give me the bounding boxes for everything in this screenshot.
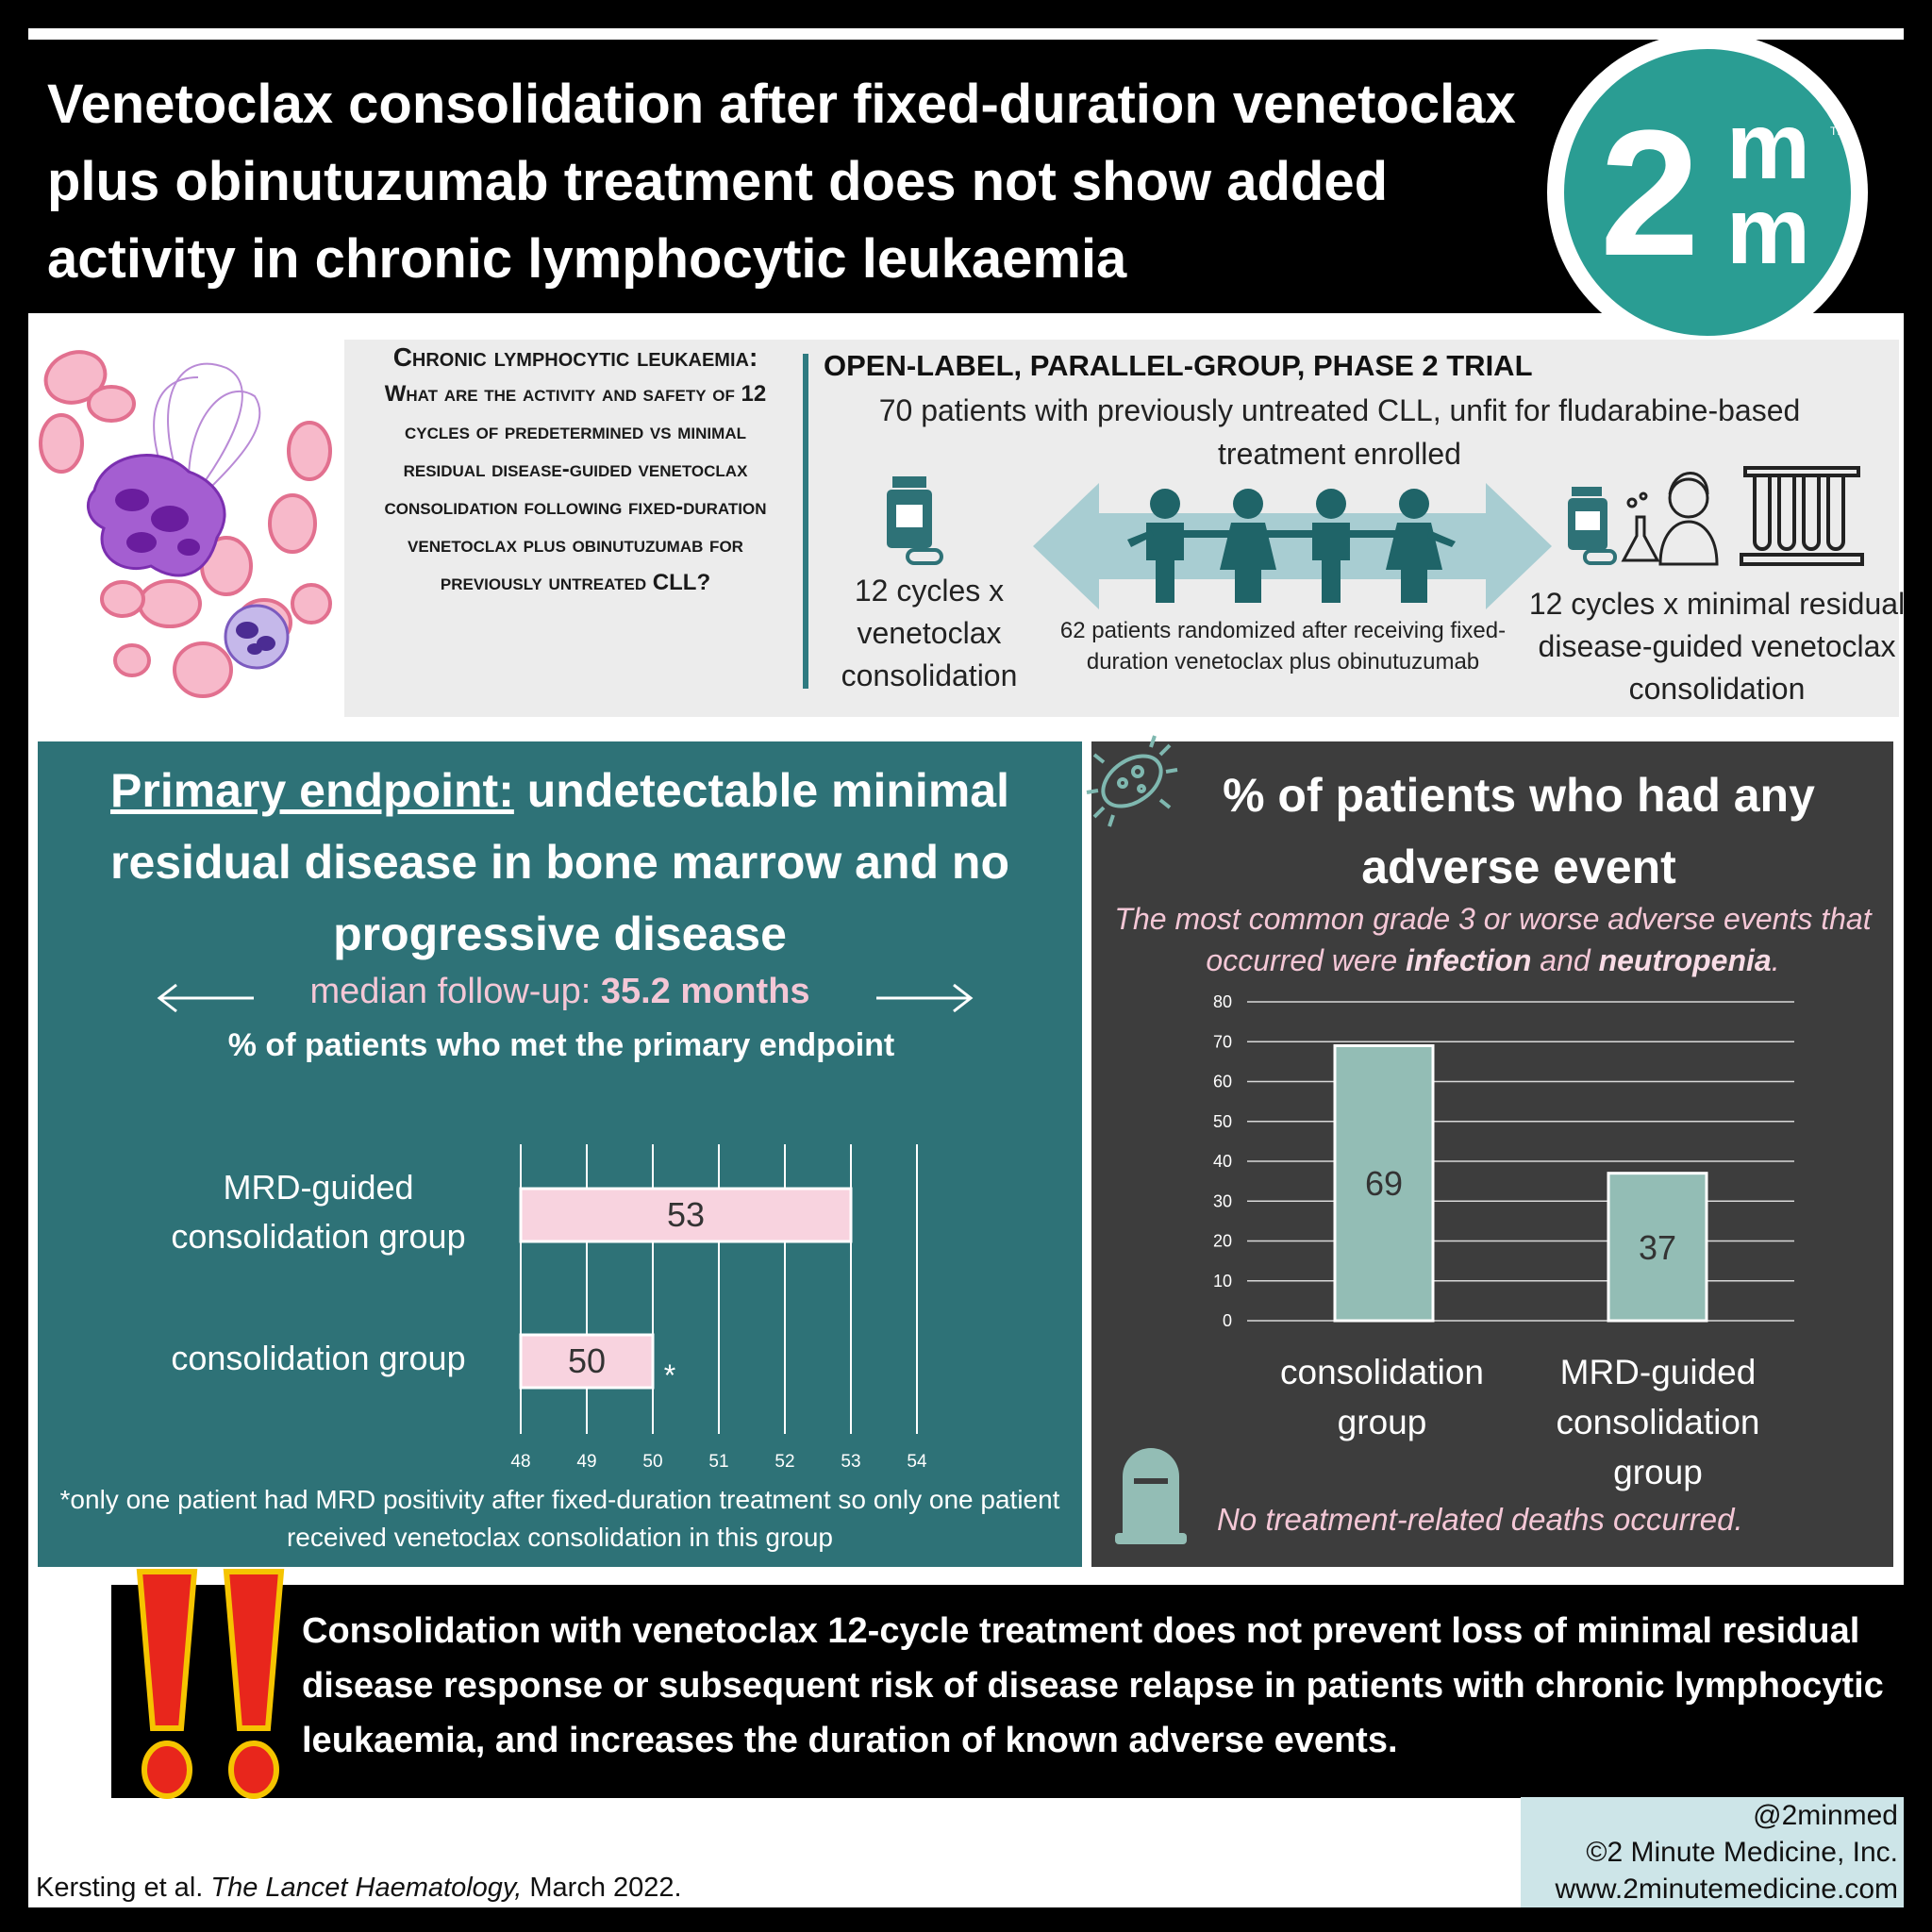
design-divider xyxy=(803,354,808,689)
logo-letter-top: m xyxy=(1726,93,1810,199)
x-tick-label: 51 xyxy=(708,1452,729,1472)
brand-logo xyxy=(1547,32,1868,353)
data-label: 53 xyxy=(666,1195,706,1234)
x-tick-label: 53 xyxy=(841,1452,861,1472)
adverse-events-chart xyxy=(1198,991,1802,1330)
y-tick-label: 30 xyxy=(1212,1191,1232,1211)
x-tick-label: 52 xyxy=(774,1452,795,1472)
conclusion-text: Consolidation with venetoclax 12-cycle treatment does not prevent loss of minimal residual disease response or subsequent risk of disease relapse in patients with chronic lymphocytic leukaemia, and increases the duration of known adverse events. xyxy=(302,1611,1884,1760)
note-neutropenia: neutropenia xyxy=(1598,943,1772,977)
research-question xyxy=(373,340,778,602)
randomization-arrow-icon xyxy=(1033,483,1552,610)
note-text: . xyxy=(1771,943,1780,977)
arrow-right-icon xyxy=(873,981,976,1019)
data-label: 37 xyxy=(1638,1227,1677,1267)
primary-endpoint-heading xyxy=(38,755,1082,970)
x-tick-label: 50 xyxy=(642,1452,663,1472)
website-link[interactable]: www.2minutemedicine.com xyxy=(1555,1874,1898,1905)
logo-numeral: 2 xyxy=(1600,93,1700,293)
question-text: What are the activity and safety of 12 cycles of predetermined vs minimal residual disease-guided venetoclax consolidation following fixed-duration venetoclax plus obinutuzumab for previously untreated CLL? xyxy=(384,381,767,595)
note-text: and xyxy=(1531,943,1599,977)
test-tubes-icon xyxy=(1741,468,1862,564)
cll-cells-illustration xyxy=(38,340,340,717)
followup-value: 35.2 months xyxy=(600,972,810,1011)
y-tick-label: 0 xyxy=(1222,1311,1232,1330)
page-title: Venetoclax consolidation after fixed-duration venetoclax plus obinutuzumab treatment does not show added activity in chronic lymphocytic leukaemia xyxy=(47,74,1516,290)
pill-bottle-icon xyxy=(887,476,943,571)
primary-endpoint-chart xyxy=(500,1137,953,1486)
primary-endpoint-label: Primary endpoint: xyxy=(110,764,514,817)
bar-category-label: consolidation group xyxy=(1280,1353,1484,1441)
arm-right-label: 12 cycles x minimal residual disease-guided venetoclax consolidation xyxy=(1528,587,1906,706)
citation-authors: Kersting et al. xyxy=(36,1873,211,1903)
note-text: The most common grade 3 or worse adverse events that occurred were xyxy=(1114,902,1872,977)
randomization-text: 62 patients randomized after receiving fixed-duration venetoclax plus obinutuzumab xyxy=(1059,618,1507,675)
y-tick-label: 40 xyxy=(1212,1152,1232,1171)
tombstone-icon xyxy=(1113,1448,1189,1547)
logo-letter-bottom: m xyxy=(1726,178,1810,284)
primary-footnote: *only one patient had MRD positivity after fixed-duration treatment so only one patient received venetoclax consolidation in this group xyxy=(59,1485,1060,1552)
enrollment-text: 70 patients with previously untreated CLL, unfit for fludarabine-based treatment enrolled xyxy=(878,393,1801,471)
primary-chart-title: % of patients who met the primary endpoint xyxy=(227,1027,895,1063)
y-tick-label: 10 xyxy=(1212,1271,1232,1291)
x-tick-label: 54 xyxy=(907,1452,927,1472)
citation-date: March 2022. xyxy=(522,1873,682,1903)
arm-left-label: 12 cycles x venetoclax consolidation xyxy=(841,574,1018,692)
bar-category-label: MRD-guided consolidation group xyxy=(1556,1353,1760,1491)
exclamation-icon xyxy=(219,1568,289,1804)
twitter-handle[interactable]: @2minmed xyxy=(1753,1800,1898,1831)
logo-trademark: TM xyxy=(1830,125,1847,138)
y-tick-label: 60 xyxy=(1212,1072,1232,1091)
exclamation-icon xyxy=(132,1568,202,1804)
citation xyxy=(36,1873,682,1904)
x-tick-label: 48 xyxy=(510,1452,531,1472)
adverse-events-note xyxy=(1099,898,1887,981)
flask-icon xyxy=(1624,493,1657,560)
copyright: ©2 Minute Medicine, Inc. xyxy=(1586,1837,1898,1868)
y-tick-label: 50 xyxy=(1212,1111,1232,1131)
bar-category-label: MRD-guided consolidation group xyxy=(171,1168,466,1256)
credit-text xyxy=(1521,1797,1898,1907)
trial-design-title: OPEN-LABEL, PARALLEL-GROUP, PHASE 2 TRIAL xyxy=(824,349,1533,382)
y-tick-label: 70 xyxy=(1212,1032,1232,1052)
y-tick-label: 80 xyxy=(1212,992,1232,1011)
adverse-events-heading: % of patients who had any adverse event xyxy=(1223,769,1815,893)
scientist-icon xyxy=(1660,474,1717,565)
no-deaths-text: No treatment-related deaths occurred. xyxy=(1217,1502,1743,1537)
note-infection: infection xyxy=(1406,943,1532,977)
bar-category-label: consolidation group xyxy=(171,1339,466,1377)
annotation-asterisk: * xyxy=(663,1358,676,1392)
followup-label: median follow-up: xyxy=(309,972,601,1011)
citation-journal: The Lancet Haematology, xyxy=(210,1873,523,1903)
x-tick-label: 49 xyxy=(576,1452,597,1472)
pill-bottle-icon xyxy=(1568,487,1615,563)
data-label: 69 xyxy=(1364,1164,1404,1204)
mrd-testing-icons xyxy=(1566,460,1868,574)
primary-endpoint-definition: undetectable minimal residual disease in bone marrow and no progressive disease xyxy=(109,764,1010,960)
data-label: 50 xyxy=(567,1341,607,1380)
y-tick-label: 20 xyxy=(1212,1231,1232,1251)
question-heading: Chronic lymphocytic leukaemia: xyxy=(392,342,758,372)
